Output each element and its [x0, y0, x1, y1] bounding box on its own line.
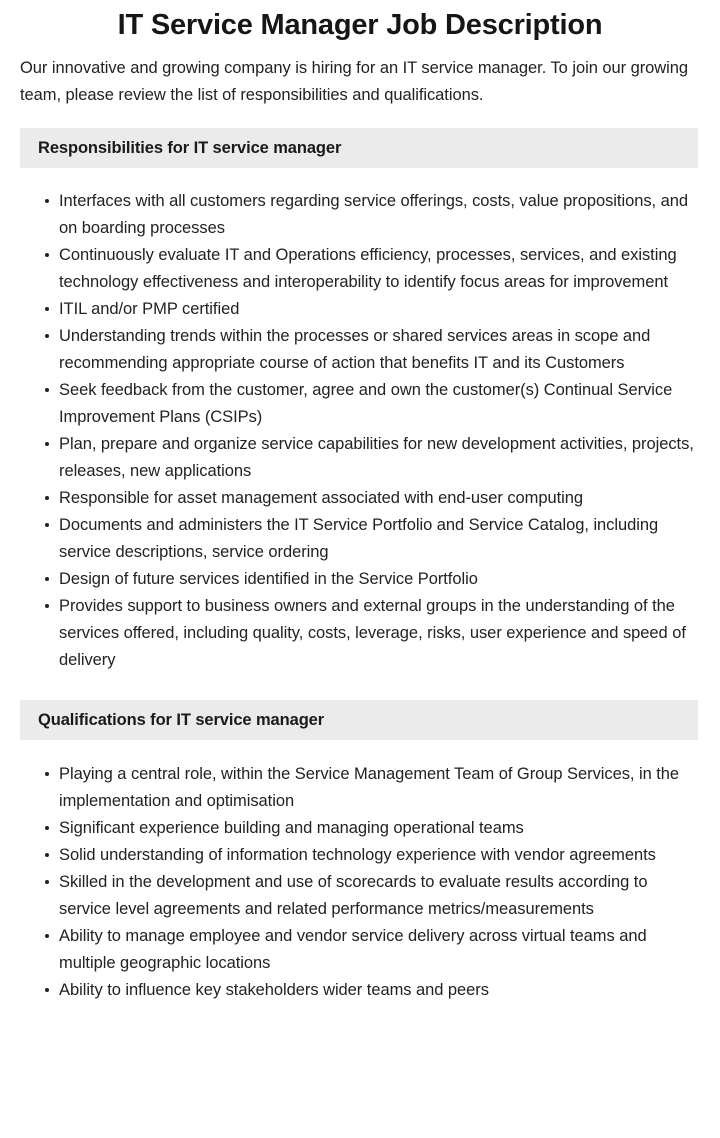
list-item: Skilled in the development and use of scorecards to evaluate results according to service level agreements and related performance metrics/measurements: [45, 869, 702, 923]
intro-paragraph: Our innovative and growing company is hiring for an IT service manager. To join our growing team, please review the list of responsibilities and qualifications.: [20, 59, 689, 104]
section-header-qualifications: [20, 700, 698, 740]
list-item: Seek feedback from the customer, agree and own the customer(s) Continual Service Improvement Plans (CSIPs): [45, 377, 702, 431]
list-item: Plan, prepare and organize service capabilities for new development activities, projects, releases, new applications: [45, 431, 702, 485]
list-item: Responsible for asset management associated with end-user computing: [45, 485, 702, 512]
section-responsibilities: [0, 128, 720, 674]
list-item: Provides support to business owners and external groups in the understanding of the services offered, including quality, costs, leverage, risks, user experience and speed of delivery: [45, 593, 702, 674]
list-item: Ability to influence key stakeholders wider teams and peers: [45, 977, 702, 1004]
section-header-responsibilities: [20, 128, 698, 168]
list-item: Ability to manage employee and vendor service delivery across virtual teams and multiple geographic locations: [45, 923, 702, 977]
section-header-label: Responsibilities for IT service manager: [38, 138, 342, 157]
list-item: Documents and administers the IT Service Portfolio and Service Catalog, including service descriptions, service ordering: [45, 512, 702, 566]
list-item: Understanding trends within the processes or shared services areas in scope and recommending appropriate course of action that benefits IT and its Customers: [45, 323, 702, 377]
list-item: Playing a central role, within the Service Management Team of Group Services, in the implementation and optimisation: [45, 761, 702, 815]
section-qualifications: [0, 700, 720, 1004]
list-item: Continuously evaluate IT and Operations efficiency, processes, services, and existing technology effectiveness and interoperability to identify focus areas for improvement: [45, 242, 702, 296]
list-item: Interfaces with all customers regarding service offerings, costs, value propositions, and on boarding processes: [45, 188, 702, 242]
section-header-label: Qualifications for IT service manager: [38, 710, 325, 729]
responsibilities-list: [0, 168, 720, 674]
list-item: Significant experience building and managing operational teams: [45, 815, 702, 842]
list-item: Design of future services identified in the Service Portfolio: [45, 566, 702, 593]
qualifications-list: [0, 740, 720, 1004]
list-item: Solid understanding of information technology experience with vendor agreements: [45, 842, 702, 869]
page-title: IT Service Manager Job Description: [117, 9, 603, 41]
list-item: ITIL and/or PMP certified: [45, 296, 702, 323]
